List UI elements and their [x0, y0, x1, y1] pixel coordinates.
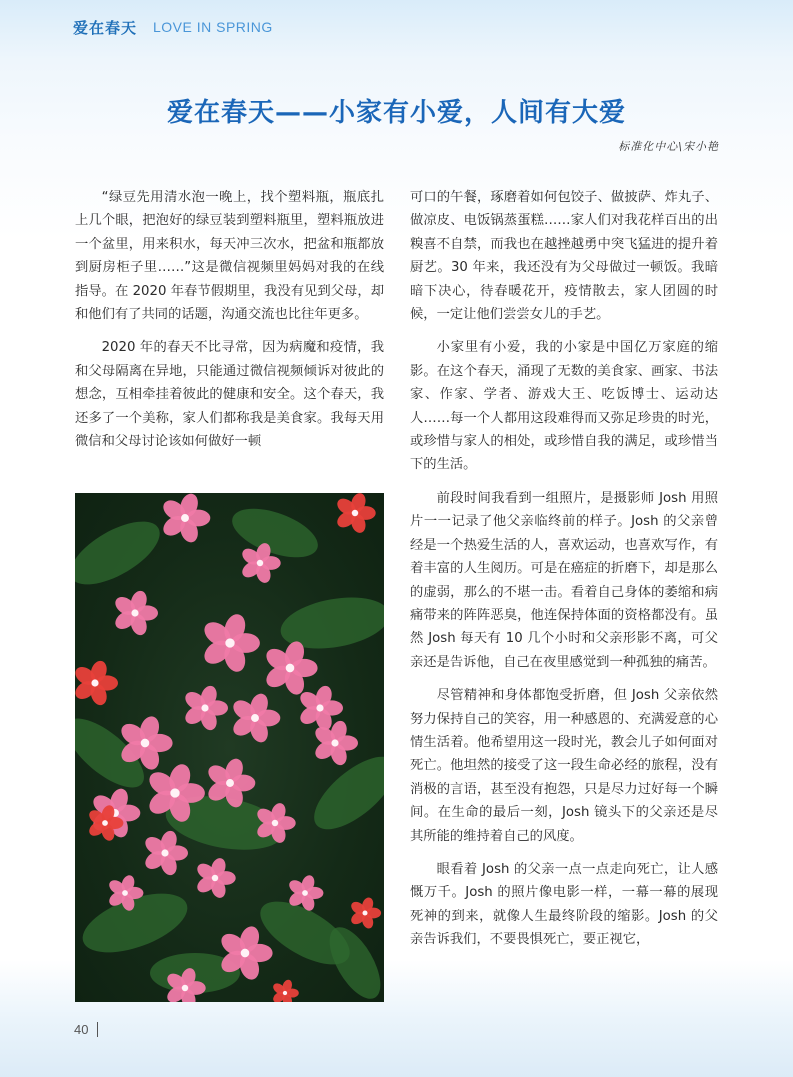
paragraph-continued: 可口的午餐，琢磨着如何包饺子、做披萨、炸丸子、做凉皮、电饭锅蒸蛋糕……家人们对我花样百出的出糗喜不自禁，而我也在越挫越勇中突飞猛进的提升着厨艺。30 年来，我还没有为父母做过一顿饭。我暗暗下决心，待春暖花开，疫情散去，家人团圆的时候，一定让他们尝尝女儿的手艺。 — [410, 190, 718, 323]
page-header — [0, 0, 793, 52]
paragraph: 尽管精神和身体都饱受折磨，但 Josh 父亲依然努力保持自己的笑容，用一种感恩的、充满爱意的心情生活着。他希望用这一段时光，教会儿子如何面对死亡。他坦然的接受了这一段生命必经的旅程，没有消极的言语，甚至没有抱怨，只是尽力过好每一个瞬间。在生命的最后一刻，Josh 镜头下的父亲还是尽其所能的维持着自己的风度。 — [410, 688, 718, 844]
page-number-divider — [97, 1022, 98, 1037]
page-number: 40 — [74, 1022, 89, 1037]
paragraph: 前段时间我看到一组照片，是摄影师 Josh 用照片一一记录了他父亲临终前的样子。Josh 的父亲曾经是一个热爱生活的人，喜欢运动，也喜欢写作，有着丰富的人生阅历。可是在癌症的折磨下，却是那么的虚弱，那么的不堪一击。看着自己身体的萎缩和病痛带来的阵阵恶臭，他连保持体面的资格都没有。虽然 Josh 每天有 10 几个小时和父亲形影不离，可父亲还是告诉他，自己在夜里感觉到一种孤独的痛苦。 — [410, 490, 718, 670]
paragraph: 2020 年的春天不比寻常，因为病魔和疫情，我和父母隔离在异地，只能通过微信视频倾诉对彼此的想念，互相牵挂着彼此的健康和安全。这个春天，我还多了一个美称，家人们都称我是美食家。我每天用微信和父母讨论该如何做好一顿 — [75, 340, 384, 450]
flower-photo — [75, 493, 384, 1002]
left-column — [75, 186, 384, 463]
paragraph: “绿豆先用清水泡一晚上，找个塑料瓶，瓶底扎上几个眼，把泡好的绿豆装到塑料瓶里，塑料瓶放进一个盆里，用来积水，每天冲三次水，把盆和瓶都放到厨房柜子里……”这是微信视频里妈妈对我的在线指导。在 2020 年春节假期里，我没有见到父母，却和他们有了共同的话题，沟通交流也比往年更多。 — [75, 190, 384, 323]
section-title-en: LOVE IN SPRING — [153, 19, 273, 35]
article-title: 爱在春天——小家有小爱，人间有大爱 — [166, 98, 626, 128]
article-byline: 标准化中心\宋小艳 — [618, 140, 719, 153]
paragraph: 小家里有小爱，我的小家是中国亿万家庭的缩影。在这个春天，涌现了无数的美食家、画家、书法家、作家、学者、游戏大王、吃饭博士、运动达人……每一个人都用这段难得而又弥足珍贵的时光，或珍惜与家人的相处，或珍惜自我的满足，或珍惜当下的生活。 — [410, 340, 718, 473]
paragraph: 眼看着 Josh 的父亲一点一点走向死亡，让人感慨万千。Josh 的照片像电影一样，一幕一幕的展现死神的到来，就像人生最终阶段的缩影。Josh 的父亲告诉我们，不要畏惧死亡，要正视它， — [410, 861, 718, 948]
right-column — [410, 186, 718, 962]
flower-photo-image — [75, 493, 384, 1002]
section-title-cn: 爱在春天 — [73, 19, 138, 37]
